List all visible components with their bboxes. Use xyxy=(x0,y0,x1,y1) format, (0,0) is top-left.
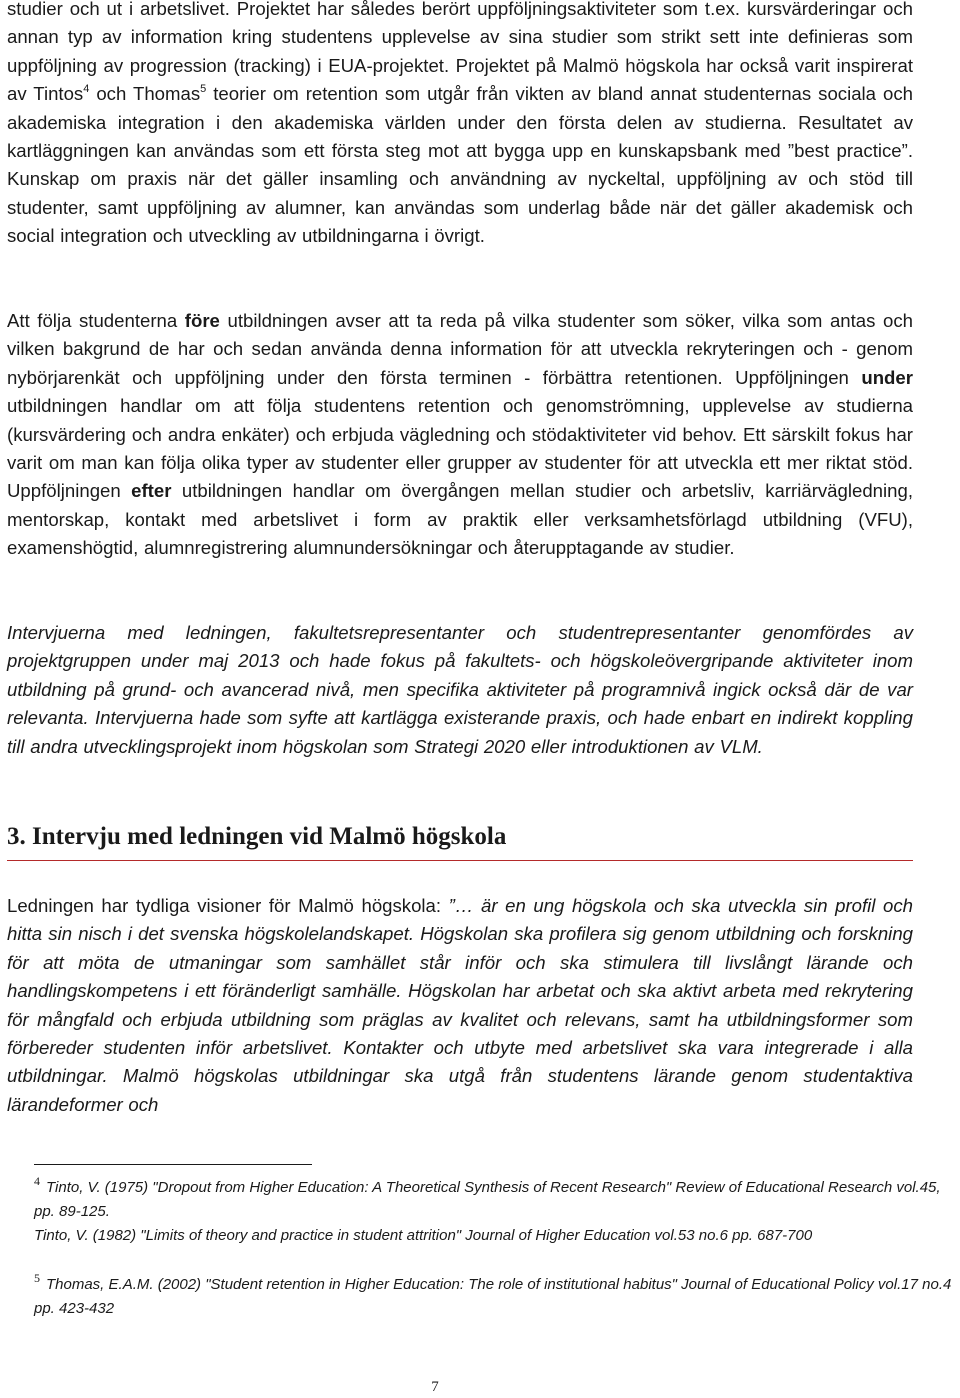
footnote-4: $^4$ Tinto, V. (1975) "Dropout from Higher Education: A Theoretical Synthesis of Recent Research" Review of Educational Research vol.45, pp. 89-125. xyxy=(34,1174,941,1220)
paragraph-leadership-vision: Ledningen har tydliga visioner för Malmö högskola: ”… är en ung högskola och ska utveckla sin profil och hitta sin nisch i det svenska högskolelandskapet. Högskolan ska profilera sig genom utbildning och forskning för att möta de utmaningar som samhället står inför och ska stimulera till livslångt lärande och handlingskompetens i ett föränderligt samhälle. Högskolan har arbetat och ska aktivt arbeta med rekrytering för mångfald och erbjuda utbildning som präglas av kvalitet och relevans, samt ha utbildningsformer som förbereder studenten inför arbetslivet. Kontakter och utbyte med arbetslivet ska vara integrerade i alla utbildningar. Malmö högskolas utbildningar ska utgå från studentens lärande genom studentaktiva lärandeformer och xyxy=(7,895,913,1115)
vision-quote: ”… är en ung högskola och ska utveckla sin profil och hitta sin nisch i det svenska högskolelandskapet. Högskolan ska profilera sig genom utbildning och forskning för att möta de utmaningar som samhället står inför och ska stimulera till livslångt lärande och handlingskompetens i ett föränderligt samhälle. Högskolan har arbetat och ska aktivt arbeta med rekrytering för mångfald och erbjuda utbildning som präglas av kvalitet och relevans, samt ha utbildningsformer som förbereder studenten inför arbetslivet. Kontakter och utbyte med arbetslivet ska vara integrerade i alla utbildningar. Malmö högskolas utbildningar ska utgå från studentens lärande genom studentaktiva lärandeformer och xyxy=(7,895,913,1115)
emphasis-during: under xyxy=(861,366,913,388)
footnote-number: 4 xyxy=(34,1174,40,1188)
footnote-ref-5[interactable]: 5 xyxy=(200,83,207,96)
page-number: 7 xyxy=(431,1379,439,1395)
paragraph-project-scope: studier och ut i arbetslivet. Projektet har således berört uppföljningsaktiviteter som t.ex. kursvärderingar och annan typ av information kring studentens upplevelse av sina studier som strikt sett inte definieras som uppföljning av progression (tracking) i EUA-projektet. Projektet på Malmö högskola har också varit inspirerat av Tintos$^4$ och Thomas$^5$ teorier om retention som utgår från vikten av bland annat studenternas sociala och akademiska integration i den akademiska världen under den första delen av studierna. Resultatet av kartläggningen kan användas som ett första steg mot att bygga upp en kunskapsbank med ”best practice”. Kunskap om praxis när det gäller insamling och användning av nyckeltal, uppföljning av och stöd till studenter, samt uppföljning av alumner, kan användas som underlag både när det gäller akademisk och social integration och utveckling av utbildningarna i övrigt. xyxy=(7,0,913,247)
footnote-ref-4[interactable]: 4 xyxy=(83,83,90,96)
emphasis-after: efter xyxy=(131,480,172,502)
footnote-divider xyxy=(34,1164,312,1165)
paragraph-interviews: Intervjuerna med ledningen, fakultetsrepresentanter och studentrepresentanter genomfördes av projektgruppen under maj 2013 och hade fokus på fakultets- och högskoleövergripande aktiviteter inom utbildning på grund- och avancerad nivå, men specifika aktiviteter på programnivå ingick också där de var relevanta. Intervjuerna hade som syfte att kartlägga existerande praxis, och hade enbart en indirekt koppling till andra utvecklingsprojekt inom högskolan som Strategi 2020 eller introduktionen av VLM. xyxy=(7,622,913,757)
paragraph-follow-up-phases: Att följa studenterna före utbildningen avser att ta reda på vilka studenter som söker, vilka som antas och vilken bakgrund de har och sedan använda denna information för att utveckla rekryteringen och - genom nybörjarenkät och uppföljning under den första terminen - förbättra retentionen. Uppföljningen under utbildningen handlar om att följa studentens retention och genomströmning, upplevelse av studierna (kursvärdering och andra enkäter) och erbjuda vägledning och stödaktiviteter vid behov. Ett särskilt fokus har varit om man kan följa olika typer av studenter eller grupper av studenter för att utveckla ett mer riktat stöd. Uppföljningen efter utbildningen handlar om övergången mellan studier och arbetsliv, karriärvägledning, mentorskap, kontakt med arbetslivet i form av praktik eller verksamhetsförlagd utbildning (VFU), examenshögtid, alumnregistrering alumnundersökningar och återupptagande av studier. xyxy=(7,310,913,559)
emphasis-before: före xyxy=(184,310,220,331)
footnote-4-second-reference: Tinto, V. (1982) "Limits of theory and practice in student attrition" Journal of Higher Education vol.53 no.6 pp. 687-700 xyxy=(34,1227,813,1244)
footnote-number: 5 xyxy=(34,1271,40,1285)
footnote-5: $^5$ Thomas, E.A.M. (2002) "Student retention in Higher Education: The role of institutional habitus" Journal of Educational Policy vol.17 no.4 pp. 423-432 xyxy=(34,1271,952,1317)
section-heading: 3. Intervju med ledningen vid Malmö högskola xyxy=(7,820,913,861)
